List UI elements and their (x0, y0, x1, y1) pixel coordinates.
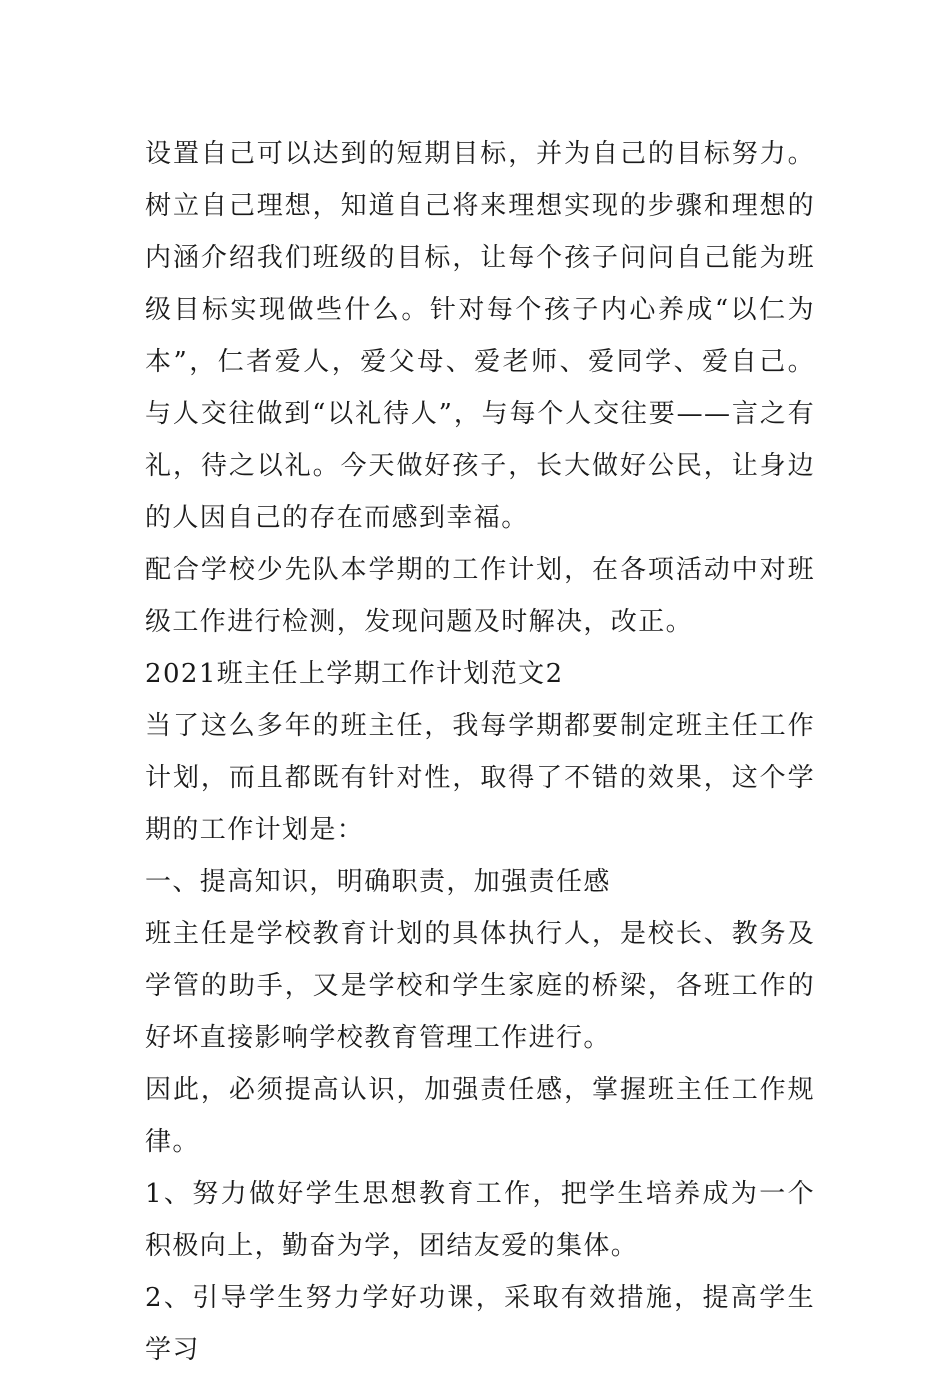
paragraph-intro: 当了这么多年的班主任，我每学期都要制定班主任工作计划，而且都既有针对性，取得了不错的效果，这个学期的工作计划是： (145, 711, 815, 845)
paragraph-goals: 设置自己可以达到的短期目标，并为自己的目标努力。树立自己理想，知道自己将来理想实现的步骤和理想的内涵介绍我们班级的目标，让每个孩子问问自己能为班级目标实现做些什么。针对每个孩子内心养成“以仁为本”，仁者爱人，爱父母、爱老师、爱同学、爱自己。与人交往做到“以礼待人”，与每个人交往要——言之有礼，待之以礼。今天做好孩子，长大做好公民，让身边的人因自己的存在而感到幸福。 (145, 139, 815, 533)
document-body (145, 128, 815, 1376)
paragraph-cooperation: 配合学校少先队本学期的工作计划，在各项活动中对班级工作进行检测，发现问题及时解决，改正。 (145, 555, 815, 637)
list-item-2: 2、引导学生努力学好功课，采取有效措施，提高学生学习 (145, 1283, 815, 1365)
list-item-1: 1、努力做好学生思想教育工作，把学生培养成为一个积极向上，勤奋为学，团结友爱的集体。 (145, 1179, 815, 1261)
paragraph-role: 班主任是学校教育计划的具体执行人，是校长、教务及学管的助手，又是学校和学生家庭的桥梁，各班工作的好坏直接影响学校教育管理工作进行。 (145, 919, 815, 1053)
paragraph-therefore: 因此，必须提高认识，加强责任感，掌握班主任工作规律。 (145, 1075, 815, 1157)
section-heading-one: 一、提高知识，明确职责，加强责任感 (145, 867, 611, 897)
section-title: 2021班主任上学期工作计划范文2 (145, 659, 564, 689)
